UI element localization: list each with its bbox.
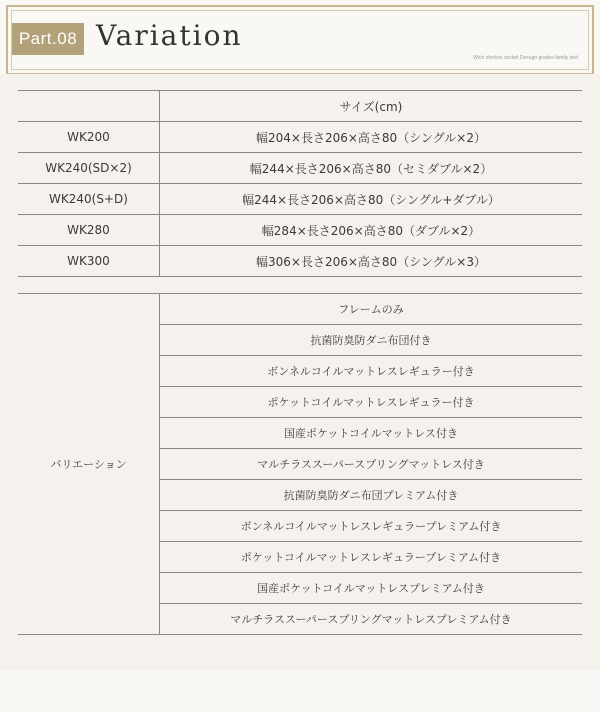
table-row bbox=[18, 153, 582, 184]
size-column-header: サイズ(cm) bbox=[160, 91, 583, 122]
model-cell: WK200 bbox=[18, 122, 160, 153]
page-title: Variation bbox=[96, 19, 243, 52]
size-cell: 幅244×長さ206×高さ80（シングル+ダブル） bbox=[160, 184, 583, 215]
header-frame bbox=[6, 5, 594, 75]
size-cell: 幅284×長さ206×高さ80（ダブル×2） bbox=[160, 215, 583, 246]
variation-table bbox=[18, 293, 582, 635]
variation-item: 抗菌防臭防ダニ布団付き bbox=[160, 325, 583, 356]
size-cell: 幅244×長さ206×高さ80（セミダブル×2） bbox=[160, 153, 583, 184]
page-subtitle: Wich shelves socket Desugn grades family bed bbox=[473, 55, 578, 61]
variation-label-cell: バリエーション bbox=[18, 294, 160, 635]
variation-item: ポケットコイルマットレスレギュラープレミアム付き bbox=[160, 542, 583, 573]
size-table-header-row bbox=[18, 91, 582, 122]
variation-item: 抗菌防臭防ダニ布団プレミアム付き bbox=[160, 480, 583, 511]
model-cell: WK300 bbox=[18, 246, 160, 277]
size-table-corner-cell bbox=[18, 91, 160, 122]
variation-item: 国産ポケットコイルマットレス付き bbox=[160, 418, 583, 449]
part-badge: Part.08 bbox=[12, 23, 84, 55]
variation-item: ボンネルコイルマットレスレギュラープレミアム付き bbox=[160, 511, 583, 542]
model-cell: WK240(S+D) bbox=[18, 184, 160, 215]
model-cell: WK240(SD×2) bbox=[18, 153, 160, 184]
model-cell: WK280 bbox=[18, 215, 160, 246]
size-cell: 幅306×長さ206×高さ80（シングル×3） bbox=[160, 246, 583, 277]
table-row bbox=[18, 294, 582, 325]
variation-item: マルチラススーパースプリングマットレスプレミアム付き bbox=[160, 604, 583, 635]
table-row bbox=[18, 215, 582, 246]
size-table bbox=[18, 90, 582, 277]
table-row bbox=[18, 122, 582, 153]
size-cell: 幅204×長さ206×高さ80（シングル×2） bbox=[160, 122, 583, 153]
variation-item: ポケットコイルマットレスレギュラー付き bbox=[160, 387, 583, 418]
variation-item: ボンネルコイルマットレスレギュラー付き bbox=[160, 356, 583, 387]
variation-item: 国産ポケットコイルマットレスプレミアム付き bbox=[160, 573, 583, 604]
variation-item: マルチラススーパースプリングマットレス付き bbox=[160, 449, 583, 480]
variation-item: フレームのみ bbox=[160, 294, 583, 325]
table-row bbox=[18, 184, 582, 215]
table-row bbox=[18, 246, 582, 277]
